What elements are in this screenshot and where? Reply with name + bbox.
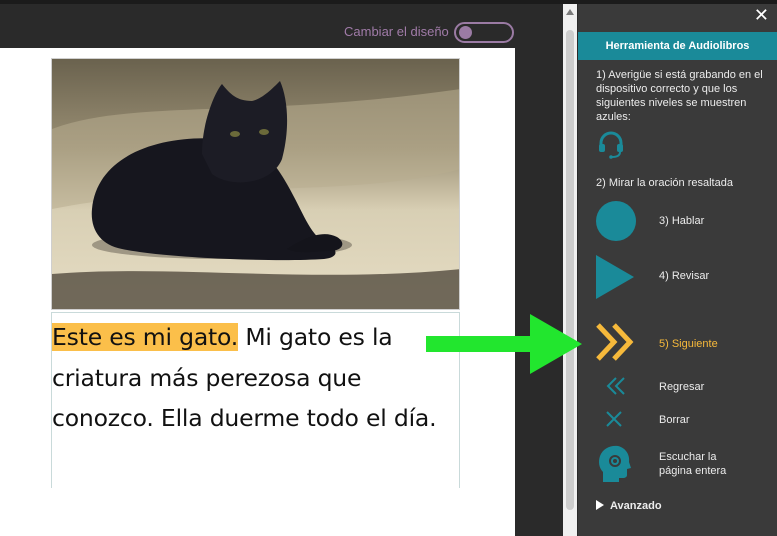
double-chevron-right-icon[interactable] xyxy=(594,322,638,362)
play-triangle-icon[interactable] xyxy=(596,255,634,299)
layout-toggle-label: Cambiar el diseño xyxy=(344,24,449,39)
back-label[interactable]: Regresar xyxy=(659,381,705,393)
page-scrollbar[interactable] xyxy=(563,4,577,536)
record-circle-icon[interactable] xyxy=(596,201,636,241)
speak-label[interactable]: 3) Hablar xyxy=(659,215,705,227)
delete-x-icon[interactable] xyxy=(605,410,623,428)
advanced-label: Avanzado xyxy=(610,500,662,512)
listen-label[interactable]: Escuchar la página entera xyxy=(659,451,727,477)
scroll-up-icon[interactable] xyxy=(566,9,574,15)
advanced-toggle[interactable] xyxy=(596,500,662,512)
step1-instructions: 1) Averigüe si está grabando en el dispositivo correcto y que los siguientes niveles se muestren azules: xyxy=(596,69,763,123)
close-icon[interactable]: ✕ xyxy=(753,5,769,25)
triangle-right-icon xyxy=(596,500,604,510)
toggle-knob xyxy=(459,26,472,39)
cat-photo xyxy=(51,58,460,310)
green-arrow-icon xyxy=(420,312,590,376)
audiobook-tool-panel xyxy=(578,4,777,536)
layout-toolbar xyxy=(0,4,559,48)
head-listening-icon[interactable] xyxy=(597,444,631,484)
story-rest-text: Mi gato es la criatura más perezosa que conozco. Ella duerme todo el día. xyxy=(52,323,437,432)
panel-title: Herramienta de Audiolibros xyxy=(578,32,777,60)
review-label[interactable]: 4) Revisar xyxy=(659,270,710,282)
double-chevron-left-icon[interactable] xyxy=(604,376,630,396)
scroll-thumb[interactable] xyxy=(566,30,574,510)
step2-instructions: 2) Mirar la oración resaltada xyxy=(596,177,733,189)
layout-toggle-switch[interactable] xyxy=(454,22,514,43)
story-text xyxy=(52,317,462,439)
headset-mic-icon[interactable] xyxy=(596,129,626,159)
next-label[interactable]: 5) Siguiente xyxy=(659,338,718,350)
highlighted-sentence[interactable]: Este es mi gato. xyxy=(52,323,239,351)
delete-label[interactable]: Borrar xyxy=(659,414,690,426)
